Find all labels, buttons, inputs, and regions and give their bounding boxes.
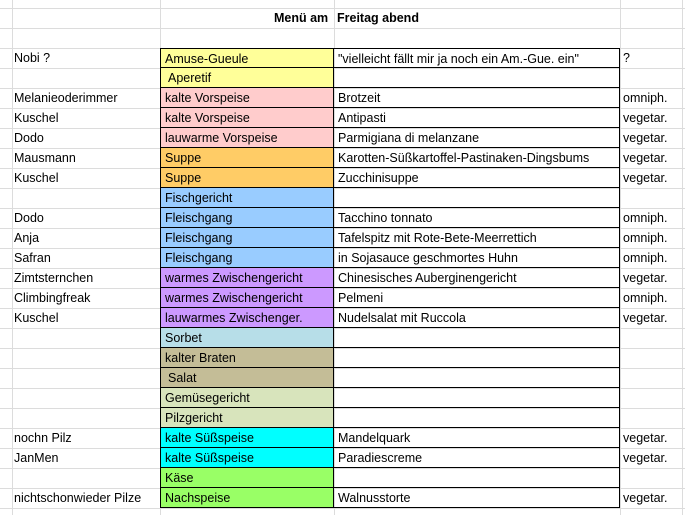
- dish-cell[interactable]: [334, 408, 620, 428]
- dish-cell[interactable]: Tafelspitz mit Rote-Bete-Meerrettich: [334, 228, 620, 248]
- diet-cell[interactable]: vegetar.: [623, 311, 668, 325]
- person-cell[interactable]: Mausmann: [14, 151, 76, 165]
- diet-cell[interactable]: omniph.: [623, 291, 668, 305]
- dish-cell[interactable]: [334, 188, 620, 208]
- person-cell[interactable]: Kuschel: [14, 111, 59, 125]
- diet-cell[interactable]: omniph.: [623, 91, 668, 105]
- person-cell[interactable]: nochn Pilz: [14, 431, 72, 445]
- course-cell[interactable]: Suppe: [160, 148, 334, 168]
- diet-cell[interactable]: vegetar.: [623, 491, 668, 505]
- title-cell-day[interactable]: Freitag abend: [337, 11, 419, 25]
- person-cell[interactable]: [12, 388, 160, 408]
- person-cell[interactable]: Dodo: [14, 131, 44, 145]
- course-cell[interactable]: Käse: [160, 468, 334, 488]
- person-cell[interactable]: [12, 408, 160, 428]
- course-cell[interactable]: Sorbet: [160, 328, 334, 348]
- dish-cell[interactable]: [334, 388, 620, 408]
- diet-cell[interactable]: omniph.: [623, 211, 668, 225]
- course-cell[interactable]: Fleischgang: [160, 248, 334, 268]
- dish-cell[interactable]: [334, 68, 620, 88]
- person-cell[interactable]: Safran: [14, 251, 51, 265]
- course-cell[interactable]: lauwarme Vorspeise: [160, 128, 334, 148]
- course-cell[interactable]: kalte Süßspeise: [160, 448, 334, 468]
- person-cell[interactable]: nichtschonwieder Pilze: [14, 491, 142, 505]
- diet-cell[interactable]: vegetar.: [623, 431, 668, 445]
- course-cell[interactable]: Fleischgang: [160, 228, 334, 248]
- course-cell[interactable]: Salat: [160, 368, 334, 388]
- diet-cell[interactable]: vegetar.: [623, 111, 668, 125]
- diet-cell[interactable]: [620, 328, 682, 348]
- dish-cell[interactable]: Tacchino tonnato: [334, 208, 620, 228]
- gridline-vertical: [682, 0, 683, 515]
- dish-cell[interactable]: "vielleicht fällt mir ja noch ein Am.-Gue. ein": [334, 48, 620, 68]
- diet-cell[interactable]: vegetar.: [623, 131, 668, 145]
- person-cell[interactable]: Kuschel: [14, 311, 59, 325]
- diet-cell[interactable]: [620, 68, 682, 88]
- diet-cell[interactable]: omniph.: [623, 251, 668, 265]
- dish-cell[interactable]: Parmigiana di melanzane: [334, 128, 620, 148]
- person-cell[interactable]: [12, 328, 160, 348]
- course-cell[interactable]: Fleischgang: [160, 208, 334, 228]
- dish-cell[interactable]: Nudelsalat mit Ruccola: [334, 308, 620, 328]
- diet-cell[interactable]: [620, 408, 682, 428]
- title-cell-menu[interactable]: Menü am: [274, 11, 329, 25]
- course-cell[interactable]: Amuse-Gueule: [160, 48, 334, 68]
- gridline-horizontal: [0, 28, 685, 29]
- diet-cell[interactable]: vegetar.: [623, 271, 668, 285]
- person-cell[interactable]: [12, 348, 160, 368]
- person-cell[interactable]: [12, 188, 160, 208]
- dish-cell[interactable]: Zucchinisuppe: [334, 168, 620, 188]
- dish-cell[interactable]: [334, 328, 620, 348]
- course-cell[interactable]: warmes Zwischengericht: [160, 268, 334, 288]
- dish-cell[interactable]: Chinesisches Auberginengericht: [334, 268, 620, 288]
- dish-cell[interactable]: [334, 468, 620, 488]
- course-cell[interactable]: lauwarmes Zwischenger.: [160, 308, 334, 328]
- diet-cell[interactable]: ?: [623, 51, 630, 65]
- course-cell[interactable]: Nachspeise: [160, 488, 334, 508]
- diet-cell[interactable]: omniph.: [623, 231, 668, 245]
- course-cell[interactable]: kalte Süßspeise: [160, 428, 334, 448]
- person-cell[interactable]: Anja: [14, 231, 40, 245]
- course-cell[interactable]: kalter Braten: [160, 348, 334, 368]
- dish-cell[interactable]: [334, 348, 620, 368]
- dish-cell[interactable]: Mandelquark: [334, 428, 620, 448]
- course-cell[interactable]: kalte Vorspeise: [160, 88, 334, 108]
- diet-cell[interactable]: [620, 468, 682, 488]
- course-cell[interactable]: Aperetif: [160, 68, 334, 88]
- course-cell[interactable]: Gemüsegericht: [160, 388, 334, 408]
- person-cell[interactable]: Kuschel: [14, 171, 59, 185]
- course-cell[interactable]: Fischgericht: [160, 188, 334, 208]
- course-cell[interactable]: Suppe: [160, 168, 334, 188]
- course-cell[interactable]: Pilzgericht: [160, 408, 334, 428]
- dish-cell[interactable]: Brotzeit: [334, 88, 620, 108]
- dish-cell[interactable]: [334, 368, 620, 388]
- person-cell[interactable]: [12, 68, 160, 88]
- dish-cell[interactable]: Paradiescreme: [334, 448, 620, 468]
- dish-cell[interactable]: Karotten-Süßkartoffel-Pastinaken-Dingsbums: [334, 148, 620, 168]
- diet-cell[interactable]: [620, 368, 682, 388]
- diet-cell[interactable]: [620, 388, 682, 408]
- course-cell[interactable]: warmes Zwischengericht: [160, 288, 334, 308]
- diet-cell[interactable]: vegetar.: [623, 451, 668, 465]
- diet-cell[interactable]: [620, 348, 682, 368]
- person-cell[interactable]: JanMen: [14, 451, 59, 465]
- dish-cell[interactable]: in Sojasauce geschmortes Huhn: [334, 248, 620, 268]
- person-cell[interactable]: [12, 468, 160, 488]
- dish-cell[interactable]: Walnusstorte: [334, 488, 620, 508]
- dish-cell[interactable]: Antipasti: [334, 108, 620, 128]
- person-cell[interactable]: Zimtsternchen: [14, 271, 94, 285]
- course-cell[interactable]: kalte Vorspeise: [160, 108, 334, 128]
- gridline-horizontal: [0, 508, 685, 509]
- diet-cell[interactable]: vegetar.: [623, 151, 668, 165]
- dish-cell[interactable]: Pelmeni: [334, 288, 620, 308]
- person-cell[interactable]: Nobi ?: [14, 51, 51, 65]
- person-cell[interactable]: [12, 368, 160, 388]
- person-cell[interactable]: Dodo: [14, 211, 44, 225]
- person-cell[interactable]: Melanieoderimmer: [14, 91, 118, 105]
- diet-cell[interactable]: vegetar.: [623, 171, 668, 185]
- person-cell[interactable]: Climbingfreak: [14, 291, 91, 305]
- diet-cell[interactable]: [620, 188, 682, 208]
